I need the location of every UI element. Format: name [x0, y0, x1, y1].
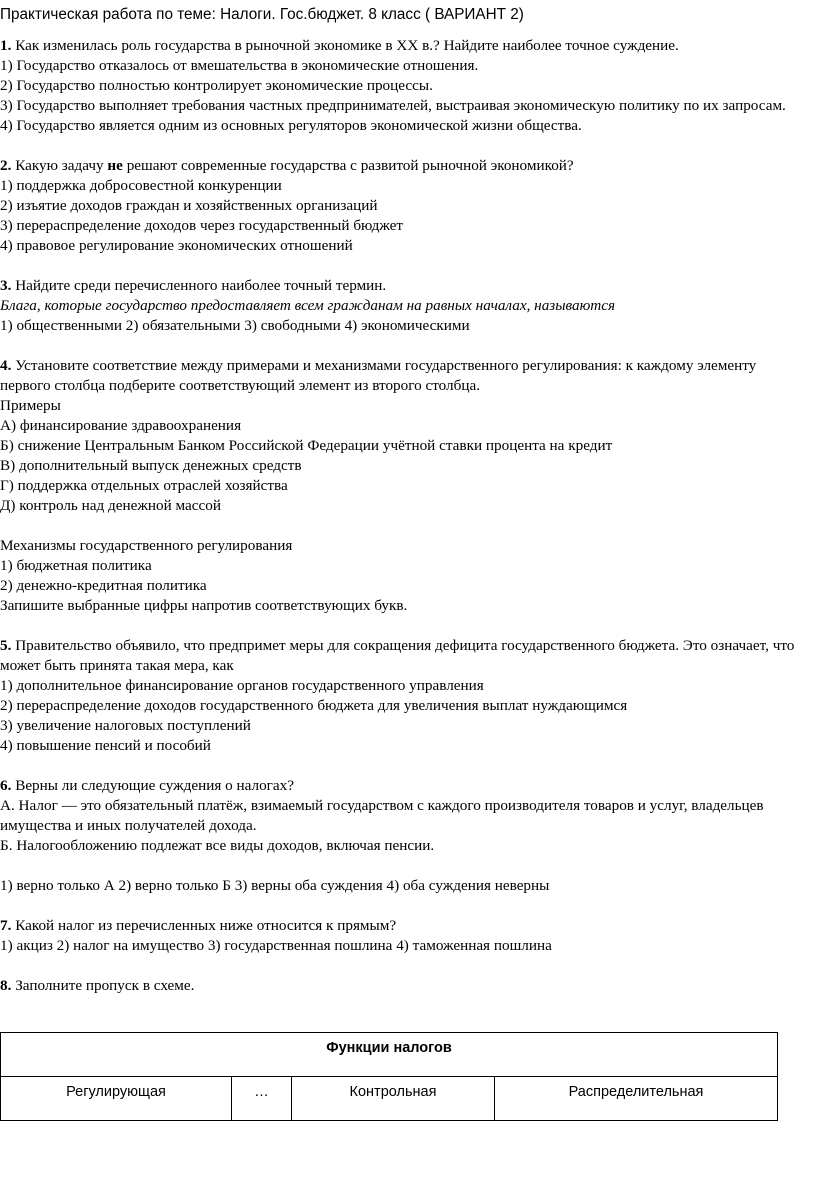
mechanisms-header: Механизмы государственного регулирования — [0, 537, 293, 554]
answer-option: 2) Государство полностью контролирует экономические процессы. — [0, 77, 433, 94]
table-header: Функции налогов — [1, 1033, 778, 1077]
spacer — [0, 516, 810, 536]
question-4 — [0, 356, 810, 616]
example-item: А) финансирование здравоохранения — [0, 417, 242, 434]
answer-options: 1) акциз 2) налог на имущество 3) государственная пошлина 4) таможенная пошлина — [0, 937, 552, 954]
answer-option: 2) изъятие доходов граждан и хозяйственных организаций — [0, 197, 378, 214]
question-2 — [0, 156, 810, 256]
answer-options: 1) верно только А 2) верно только Б 3) верны оба суждения 4) оба суждения неверны — [0, 877, 550, 894]
definition-text: Блага, которые государство предоставляет всем гражданам на равных началах, называются — [0, 297, 616, 314]
page-title: Практическая работа по теме: Налоги. Гос.бюджет. 8 класс ( ВАРИАНТ 2) — [0, 6, 524, 23]
question-prompt: Как изменилась роль государства в рыночной экономике в XX в.? Найдите наиболее точное суждение. — [11, 37, 679, 54]
statement-a: А. Налог — это обязательный платёж, взимаемый государством с каждого производителя товаров и услуг, владельцев имущества и иных получателей дохода. — [0, 797, 764, 834]
question-1 — [0, 36, 810, 136]
question-prompt-part: решают современные государства с развитой рыночной экономикой? — [122, 157, 574, 174]
table-cell-blank: … — [232, 1077, 292, 1121]
question-text — [0, 916, 810, 936]
question-number: 5. — [0, 637, 12, 654]
answer-option: 2) перераспределение доходов государственного бюджета для увеличения выплат нуждающимся — [0, 697, 628, 714]
question-number: 3. — [0, 277, 12, 294]
statement-b: Б. Налогообложению подлежат все виды доходов, включая пенсии. — [0, 837, 435, 854]
answer-option: 1) поддержка добросовестной конкуренции — [0, 177, 282, 194]
question-3 — [0, 276, 810, 336]
question-prompt: Найдите среди перечисленного наиболее точный термин. — [11, 277, 387, 294]
question-emphasis: не — [107, 157, 123, 174]
question-number: 2. — [0, 157, 12, 174]
table-cell: Регулирующая — [1, 1077, 232, 1121]
answer-option: 1) Государство отказалось от вмешательства в экономические отношения. — [0, 57, 479, 74]
question-text — [0, 36, 810, 56]
question-text — [0, 156, 810, 176]
tax-functions-table — [0, 1032, 778, 1121]
examples-header: Примеры — [0, 397, 61, 414]
example-item: В) дополнительный выпуск денежных средств — [0, 457, 302, 474]
answer-option: 3) перераспределение доходов через государственный бюджет — [0, 217, 404, 234]
question-number: 6. — [0, 777, 12, 794]
example-item: Б) снижение Центральным Банком Российской Федерации учётной ставки процента на кредит — [0, 437, 613, 454]
question-prompt: Заполните пропуск в схеме. — [11, 977, 195, 994]
question-number: 1. — [0, 37, 12, 54]
question-prompt: Установите соответствие между примерами и механизмами государственного регулирования: к каждому элементу первого столбца подберите соответствующий элемент из второго столбца. — [0, 357, 757, 394]
question-number: 8. — [0, 977, 12, 994]
answer-options: 1) общественными 2) обязательными 3) свободными 4) экономическими — [0, 317, 470, 334]
answer-option: 4) повышение пенсий и пособий — [0, 737, 211, 754]
answer-option: 1) дополнительное финансирование органов государственного управления — [0, 677, 484, 694]
question-text — [0, 276, 810, 296]
question-text — [0, 356, 810, 396]
table-cell: Контрольная — [292, 1077, 495, 1121]
mechanism-item: 2) денежно-кредитная политика — [0, 577, 207, 594]
question-text — [0, 776, 810, 796]
question-text — [0, 636, 810, 676]
answer-option: 3) Государство выполняет требования частных предпринимателей, выстраивая экономическую политику по их запросам. — [0, 97, 786, 114]
question-prompt-part: Какую задачу — [11, 157, 108, 174]
question-number: 4. — [0, 357, 12, 374]
answer-option: 4) Государство является одним из основных регуляторов экономической жизни общества. — [0, 117, 582, 134]
question-text — [0, 976, 810, 996]
question-5 — [0, 636, 810, 756]
question-8 — [0, 976, 810, 996]
spacer — [0, 856, 810, 876]
mechanism-item: 1) бюджетная политика — [0, 557, 152, 574]
question-prompt: Правительство объявило, что предпримет меры для сокращения дефицита государственного бюджета. Это означает, что может быть принята такая мера, как — [0, 637, 795, 674]
question-prompt: Верны ли следующие суждения о налогах? — [11, 777, 294, 794]
question-prompt: Какой налог из перечисленных ниже относится к прямым? — [11, 917, 397, 934]
question-7 — [0, 916, 810, 956]
example-item: Д) контроль над денежной массой — [0, 497, 221, 514]
questions — [0, 36, 810, 1016]
question-number: 7. — [0, 917, 12, 934]
instruction-text: Запишите выбранные цифры напротив соответствующих букв. — [0, 597, 408, 614]
answer-option: 4) правовое регулирование экономических отношений — [0, 237, 353, 254]
question-6 — [0, 776, 810, 896]
example-item: Г) поддержка отдельных отраслей хозяйства — [0, 477, 288, 494]
answer-option: 3) увеличение налоговых поступлений — [0, 717, 251, 734]
table-cell: Распределительная — [495, 1077, 778, 1121]
